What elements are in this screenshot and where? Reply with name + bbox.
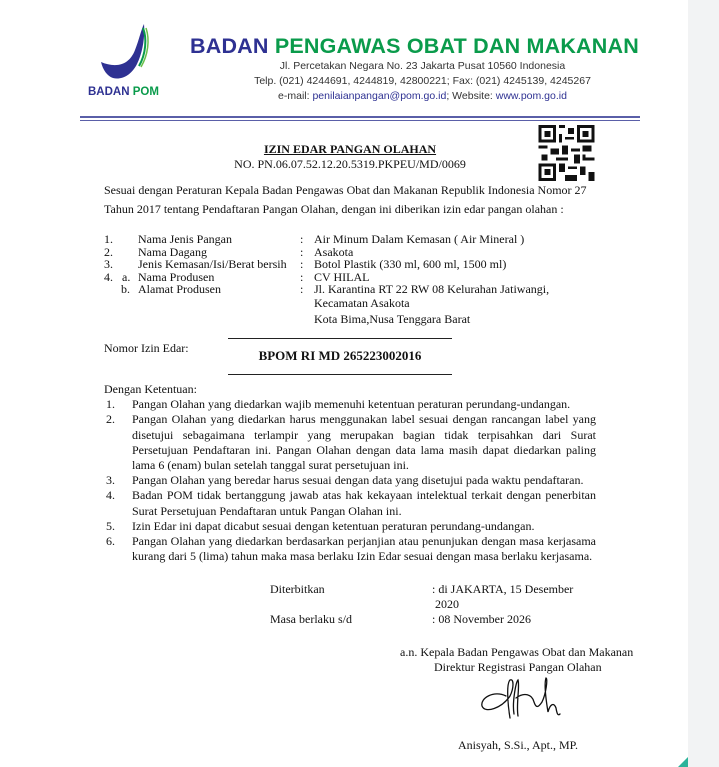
registration-line-bottom [228,374,452,375]
qr-code-icon [538,125,595,181]
registration-number: BPOM RI MD 265223002016 [258,348,422,363]
condition-text: Pangan Olahan yang beredar harus sesuai dengan data yang disetujui pada waktu pendaftaran. [132,473,584,488]
item-colon: : [300,282,304,296]
item-label: Nama Jenis Pangan [138,232,232,246]
org-name [190,34,639,59]
logo-text [88,86,159,98]
registration-label: Nomor Izin Edar: [104,341,189,355]
org-name-part2: PENGAWAS OBAT DAN MAKANAN [274,34,639,58]
signatory-name: Anisyah, S.Si., Apt., MP. [458,738,579,752]
item-value: Jl. Karantina RT 22 RW 08 Kelurahan Jatiwangi, [314,282,550,296]
issued-label: Diterbitkan [270,582,325,596]
condition-item [104,488,596,518]
item-label: Nama Produsen [138,269,215,284]
website-link[interactable]: www.pom.go.id [495,90,567,102]
item-label: Nama Dagang [138,244,207,259]
document-title: IZIN EDAR PANGAN OLAHAN [263,142,437,156]
item-value: CV HILAL [314,269,370,284]
logo-text-part1: BADAN [88,86,130,98]
page-corner-accent [678,757,688,767]
email-label: e-mail: [278,90,313,102]
condition-number: 4. [106,488,115,503]
logo-text-part2: POM [132,86,159,98]
item-colon: : [300,244,304,259]
org-name-part1: BADAN [190,34,269,58]
condition-number: 2. [106,412,115,427]
issued-year: 2020 [435,597,459,611]
condition-number: 5. [106,518,115,533]
condition-number: 3. [106,473,115,488]
valid-value: : 08 November 2026 [432,612,531,626]
condition-item [104,473,596,488]
registration-line-top [228,338,452,339]
condition-item [104,534,596,564]
condition-item [104,519,596,534]
item-number: 2. [104,244,113,259]
condition-text: Izin Edar ini dapat dicabut sesuai dengan ketentuan peraturan perundang-undangan. [132,518,535,533]
signatory-on-behalf: a.n. Kepala Badan Pengawas Obat dan Makanan [400,645,634,659]
item-number: 4. a. [104,269,131,284]
item-label: Jenis Kemasan/Isi/Berat bersih [138,257,287,271]
issued-value: : di JAKARTA, 15 Desember [432,582,574,596]
badan-pom-logo-icon [95,22,167,84]
condition-text: Badan POM tidak bertanggung jawab atas hak kekayaan intelektual terkait dengan penerbitan Surat Persetujuan Pendaftaran untuk Pangan Olahan ini. [132,488,596,518]
item-value: Asakota [314,244,354,259]
conditions-list [104,397,596,564]
org-contact [200,90,645,102]
item-colon: : [300,257,304,271]
condition-number: 6. [106,534,115,549]
condition-text: Pangan Olahan yang diedarkan wajib memenuhi ketentuan peraturan perundang-undangan. [132,397,571,412]
item-colon: : [300,269,304,284]
intro-paragraph: Sesuai dengan Peraturan Kepala Badan Pengawas Obat dan Makanan Republik Indonesia Nomor 27 Tahun 2017 tentang Pendaftaran Pangan Olahan, dengan ini diberikan izin edar pangan olahan : [104,183,587,216]
document-number: NO. PN.06.07.52.12.20.5319.PKPEU/MD/0069 [234,157,466,171]
item-value-line3: Kota Bima,Nusa Tenggara Barat [314,312,471,326]
valid-label: Masa berlaku s/d [270,612,352,626]
org-phone: Telp. (021) 4244691, 4244819, 42800221; Fax: (021) 4245139, 4245267 [254,75,591,87]
header-divider-top [80,116,640,118]
item-value-line2: Kecamatan Asakota [314,296,410,310]
item-colon: : [300,232,304,246]
item-label: Alamat Produsen [138,282,221,296]
condition-text: Pangan Olahan yang diedarkan harus menggunakan label sesuai dengan rancangan label yang disetujui sebagaimana terlampir yang merupakan bagian tidak terpisahkan dari Surat Persetujuan Pendaftaran ini. Pangan Olahan dengan data lama masih dapat diedarkan paling lama 6 (enam) bulan setelah tanggal surat persetujuan ini. [132,412,596,473]
condition-text: Pangan Olahan yang diedarkan berdasarkan perjanjian atau penunjukan dengan masa kerjasama kurang dari 5 (lima) tahun maka masa berlaku Izin Edar sesuai dengan masa berlaku kerjasama. [132,534,596,564]
item-number: 3. [104,257,113,271]
header-divider-bottom [80,120,640,121]
signatory-position: Direktur Registrasi Pangan Olahan [434,660,602,674]
item-value: Botol Plastik (330 ml, 600 ml, 1500 ml) [314,257,507,271]
org-address: Jl. Percetakan Negara No. 23 Jakarta Pusat 10560 Indonesia [279,60,566,72]
website-label: ; Website: [446,90,496,102]
handwritten-signature-icon [476,674,566,722]
condition-number: 1. [106,397,115,412]
conditions-heading: Dengan Ketentuan: [104,382,197,396]
condition-item [104,412,596,473]
item-value: Air Minum Dalam Kemasan ( Air Mineral ) [314,232,525,246]
conditions-section [104,382,596,564]
item-number: b. [121,282,130,296]
email-link[interactable]: penilaianpangan@pom.go.id [312,90,447,102]
condition-item [104,397,596,412]
item-number: 1. [104,232,113,246]
